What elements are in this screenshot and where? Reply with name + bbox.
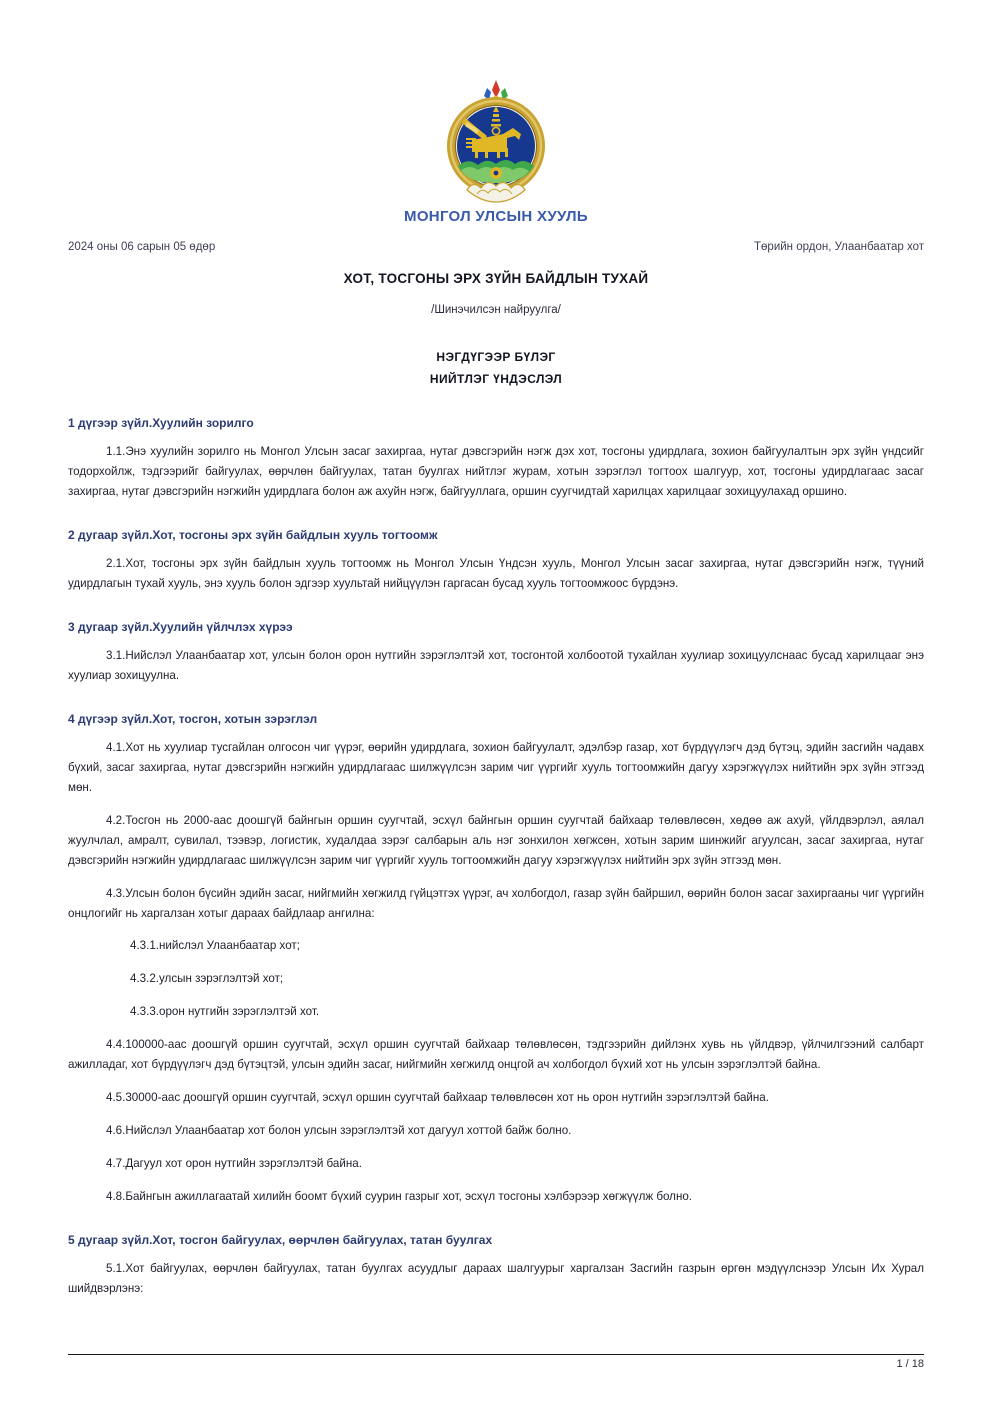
article-paragraph: 4.2.Тосгон нь 2000-аас доошгүй байнгын оршин суугчтай, эсхүл байнгын оршин суугчтай байхаар төлөвлөсөн, хөдөө аж ахуй, үйлдвэрлэл, аялал жуулчлал, амралт, сувилал, тээвэр, логистик, худалдаа зэрэг салбарын аль нэг зонхилон хөгжсөн, хотын зарим шинжийг агуулсан, засаг захиргаа, нутаг дэвсгэрийн нэгжийн удирдлагаас шилжүүлсэн зарим чиг үүргийг хууль тогтоомжийн дагуу хэрэгжүүлэх нийтийн эрх зүйн этгээд мөн.	[68, 813, 924, 867]
articles-container	[68, 416, 924, 1298]
article-paragraph: 4.1.Хот нь хуулиар тусгайлан олгосон чиг үүрэг, өөрийн удирдлага, зохион байгуулалт, эдэлбэр газар, хот бүрдүүлэгч дэд бүтэц, эдийн засгийн чадавх бүхий, засаг захиргаа, нутаг дэвсгэрийн нэгжийн удирдлагаас шилжүүлсэн зарим чиг үүргийг хууль тогтоомжийн дагуу хэрэгжүүлэх нийтийн эрх зүйн этгээд мөн.	[68, 740, 924, 794]
article-heading: 2 дугаар зүйл.Хот, тосгоны эрх зүйн байдлын хууль тогтоомж	[68, 528, 438, 543]
chapter-name: НИЙТЛЭГ ҮНДЭСЛЭЛ	[429, 372, 563, 387]
article-paragraph: 3.1.Нийслэл Улаанбаатар хот, улсын болон орон нутгийн зэрэглэлтэй хот, тосгонтой холбоотой тухайлан хуулиар зохицуулснаас бусад харилцааг энэ хуулиар зохицуулна.	[68, 649, 924, 682]
article-heading: 1 дүгээр зүйл.Хуулийн зорилго	[68, 416, 254, 431]
article-heading: 4 дүгээр зүйл.Хот, тосгон, хотын зэрэглэл	[68, 711, 318, 726]
article-subparagraph: 4.3.1.нийслэл Улаанбаатар хот;	[130, 939, 300, 953]
page-title: ХОТ, ТОСГОНЫ ЭРХ ЗҮЙН БАЙДЛЫН ТУХАЙ	[343, 271, 649, 286]
article-paragraph: 2.1.Хот, тосгоны эрх зүйн байдлын хууль тогтоомж нь Монгол Улсын Үндсэн хууль, Монгол Улсын засаг захиргаа, нутаг дэвсгэрийн нэгж, түүний удирдлагын тухай хууль, энэ хууль болон эдгээр хуультай нийцүүлэн гаргасан бусад хууль тогтоомжоос бүрдэнэ.	[68, 557, 924, 591]
article-paragraph: 4.8.Байнгын ажиллагаатай хилийн боомт бүхий суурин газрыг хот, эсхүл тосгоны хэлбэрээр хөгжүүлж болно.	[106, 1189, 693, 1203]
document-place: Төрийн ордон, Улаанбаатар хот	[754, 241, 924, 253]
chapter-block	[68, 346, 924, 390]
article-paragraph: 4.3.Улсын болон бүсийн эдийн засаг, нийгмийн хөгжилд гүйцэтгэх үүрэг, ач холбогдол, газар зүйн байршил, өөрийн болон засаг захиргааны чиг үүргийн онцлогийг нь харгалзан хотыг дараах байдлаар ангилна:	[68, 886, 924, 920]
document-date: 2024 оны 06 сарын 05 өдөр	[68, 241, 216, 253]
article-subparagraph: 4.3.2.улсын зэрэглэлтэй хот;	[130, 972, 284, 986]
article-paragraph: 5.1.Хот байгуулах, өөрчлөн байгуулах, татан буулгах асуудлыг дараах шалгуурыг харгалзан Засгийн газрын өргөн мэдүүлснээр Улсын Их Хурал шийдвэрлэнэ:	[68, 1261, 924, 1295]
article-paragraph: 4.6.Нийслэл Улаанбаатар хот болон улсын зэрэглэлтэй хот дагуул хоттой байж болно.	[106, 1124, 572, 1138]
footer-divider	[68, 1354, 924, 1355]
mongolian-state-emblem-icon	[435, 78, 557, 206]
article-paragraph: 4.5.30000-аас доошгүй оршин суугчтай, эсхүл оршин суугчтай байхаар төлөвлөсөн хот нь орон нутгийн зэрэглэлтэй байна.	[106, 1091, 769, 1105]
article-subparagraph: 4.3.3.орон нутгийн зэрэглэлтэй хот.	[130, 1005, 320, 1019]
chapter-number: НЭГДҮГЭЭР БҮЛЭГ	[436, 350, 556, 364]
document-meta-row	[68, 241, 924, 253]
document-subtitle: /Шинэчилсэн найруулга/	[431, 304, 561, 316]
article-paragraph: 4.7.Дагуул хот орон нутгийн зэрэглэлтэй байна.	[106, 1157, 362, 1170]
page-number: 1 / 18	[896, 1358, 924, 1370]
page-footer	[68, 1354, 924, 1370]
article-heading: 3 дугаар зүйл.Хуулийн үйлчлэх хүрээ	[68, 620, 293, 635]
masthead-title: МОНГОЛ УЛСЫН ХУУЛЬ	[404, 208, 588, 225]
article-paragraph: 4.4.100000-аас доошгүй оршин суугчтай, эсхүл оршин суугчтай байхаар төлөвлөсөн, тэдгээрийн дийлэнх хувь нь үйлдвэр, үйлчилгээний салбарт ажилладаг, хот бүрдүүлэгч дэд бүтэцтэй, улсын эдийн засаг, нийгмийн хөгжилд онцгой ач холбогдол бүхий хот нь улсын зэрэглэлтэй байна.	[68, 1038, 924, 1072]
article-paragraph: 1.1.Энэ хуулийн зорилго нь Монгол Улсын засаг захиргаа, нутаг дэвсгэрийн нэгж дэх хот, тосгоны удирдлага, зохион байгуулалтын эрх зүйн үндсийг тодорхойлж, тэдгээрийг байгуулах, өөрчлөн байгуулах, татан буулгах нийтлэг журам, хотын зэрэглэл тогтоох шалгуур, хот, тосгоны удирдлагаас засаг захиргаа, нутаг дэвсгэрийн нэгжийн удирдлага болон аж ахуйн нэгж, байгууллага, оршин суугчидтай харилцах харилцааг зохицуулахад оршино.	[68, 445, 924, 499]
emblem-container	[68, 0, 924, 206]
article-heading: 5 дугаар зүйл.Хот, тосгон байгуулах, өөрчлөн байгуулах, татан буулгах	[68, 1232, 493, 1247]
